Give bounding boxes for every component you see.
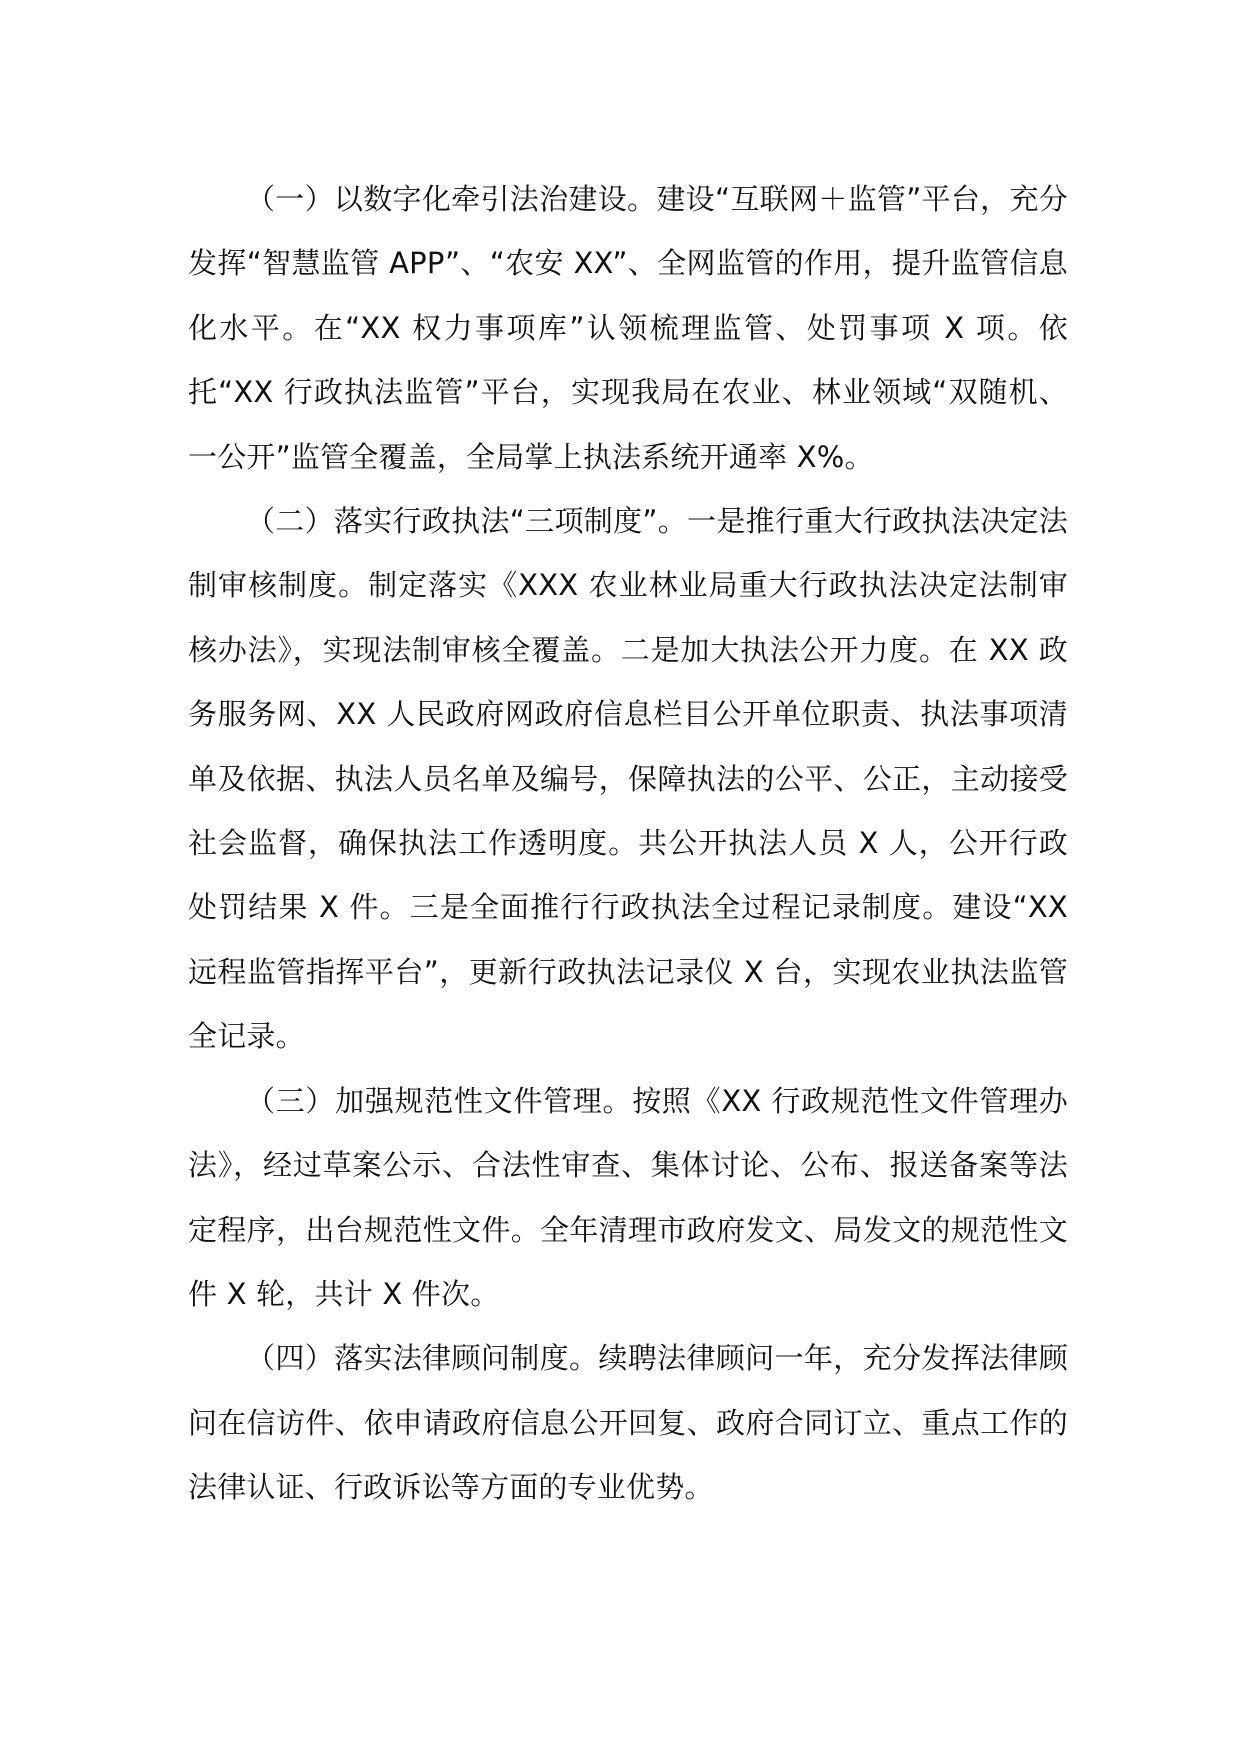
paragraph-section-2: （二）落实行政执法“三项制度”。一是推行重大行政执法决定法制审核制度。制定落实《XXX 农业林业局重大行政执法决定法制审核办法》，实现法制审核全覆盖。二是加大执法公开力度。在 XX 政务服务网、XX 人民政府网政府信息栏目公开单位职责、执法事项清单及依据、执法人员名单及编号，保障执法的公平、公正，主动接受社会监督，确保执法工作透明度。共公开执法人员 X 人，公开行政处罚结果 X 件。三是全面推行行政执法全过程记录制度。建设“XX 远程监管指挥平台”，更新行政执法记录仪 X 台，实现农业执法监管全记录。: [188, 504, 1068, 1054]
paragraph-section-3: （三）加强规范性文件管理。按照《XX 行政规范性文件管理办法》，经过草案公示、合法性审查、集体讨论、公布、报送备案等法定程序，出台规范性文件。全年清理市政府发文、局发文的规范性文件 X 轮，共计 X 件次。: [188, 1083, 1068, 1311]
paragraph-section-4: （四）落实法律顾问制度。续聘法律顾问一年，充分发挥法律顾问在信访件、依申请政府信息公开回复、政府合同订立、重点工作的法律认证、行政诉讼等方面的专业优势。: [188, 1341, 1068, 1505]
document-body: [188, 167, 1068, 1520]
paragraph-section-1: （一）以数字化牵引法治建设。建设“互联网＋监管”平台，充分发挥“智慧监管 APP”、“农安 XX”、全网监管的作用，提升监管信息化水平。在“XX 权力事项库”认领梳理监管、处罚事项 X 项。依托“XX 行政执法监管”平台，实现我局在农业、林业领域“双随机、一公开”监管全覆盖，全局掌上执法系统开通率 X%。: [188, 182, 1068, 474]
